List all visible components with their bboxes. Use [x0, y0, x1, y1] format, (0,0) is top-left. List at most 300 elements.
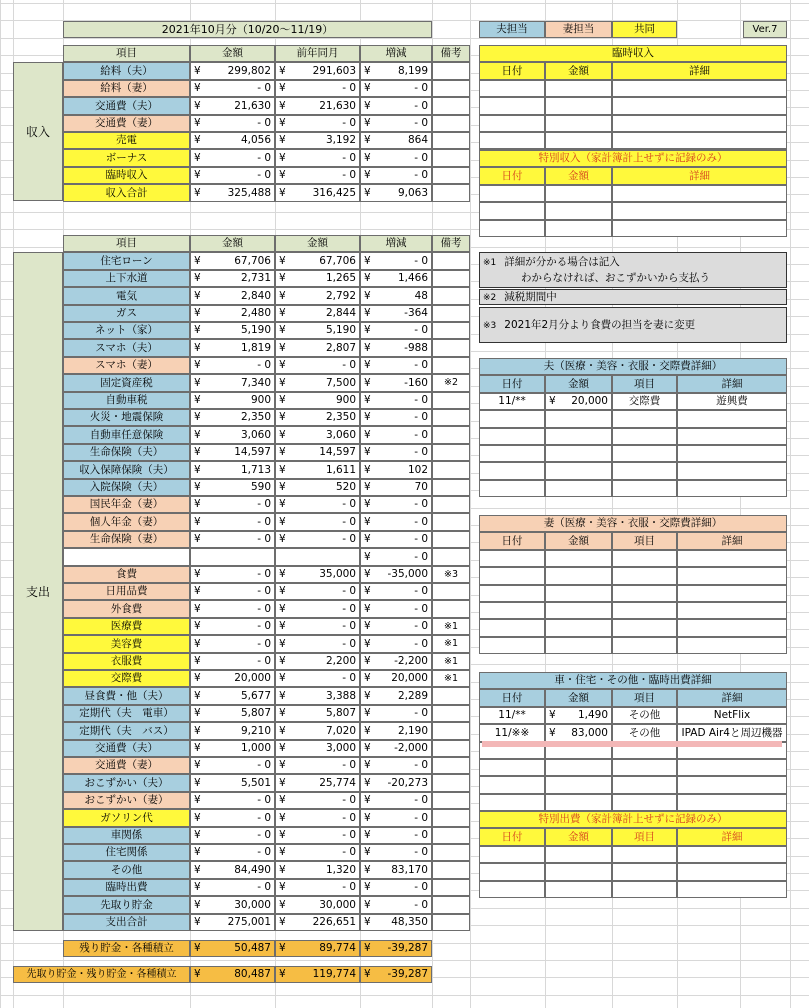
table-header[interactable]: 日付 [479, 375, 545, 392]
detail-cell[interactable] [612, 410, 677, 427]
expense-prev-year[interactable] [275, 461, 360, 478]
table-header[interactable]: 項目 [612, 828, 677, 845]
detail-cell[interactable] [612, 480, 677, 497]
table-header[interactable]: 日付 [479, 167, 545, 184]
expense-prev-year[interactable] [275, 740, 360, 757]
expense-note[interactable]: ※3 [432, 566, 470, 583]
expense-amount[interactable] [190, 896, 275, 913]
income-note[interactable] [432, 149, 470, 166]
sheet-title[interactable]: 2021年10月分（10/20〜11/19） [63, 21, 432, 38]
expense-prev-year[interactable] [275, 270, 360, 287]
expense-prev-year[interactable] [275, 861, 360, 878]
income-diff[interactable] [360, 97, 432, 114]
detail-cell[interactable] [612, 428, 677, 445]
expense-amount[interactable] [190, 653, 275, 670]
table-header[interactable]: 日付 [479, 689, 545, 706]
expense-note[interactable] [432, 339, 470, 356]
expense-amount[interactable] [190, 583, 275, 600]
income-prev-year[interactable] [275, 132, 360, 149]
detail-cell[interactable] [677, 863, 787, 880]
expense-amount[interactable] [190, 357, 275, 374]
table-header[interactable]: 詳細 [612, 62, 787, 79]
expense-prev-year[interactable] [275, 618, 360, 635]
detail-amount[interactable] [545, 393, 612, 410]
expense-diff[interactable] [360, 322, 432, 339]
detail-cell[interactable] [545, 80, 612, 97]
detail-cell[interactable] [612, 846, 677, 863]
expense-item[interactable]: ガス [63, 305, 190, 322]
expense-amount[interactable] [190, 618, 275, 635]
table-title[interactable]: 臨時収入 [479, 45, 787, 62]
table-header[interactable]: 詳細 [677, 828, 787, 845]
expense-prev-year[interactable] [275, 844, 360, 861]
expense-amount[interactable] [190, 479, 275, 496]
expense-prev-year[interactable] [275, 444, 360, 461]
table-header[interactable]: 金額 [545, 375, 612, 392]
detail-cell[interactable] [612, 202, 787, 219]
expense-note[interactable] [432, 914, 470, 931]
table-header[interactable]: 日付 [479, 532, 545, 549]
income-diff[interactable] [360, 80, 432, 97]
version-label[interactable]: Ver.7 [743, 21, 787, 38]
note-box[interactable] [479, 252, 787, 288]
detail-cell[interactable] [545, 619, 612, 636]
expense-note[interactable] [432, 827, 470, 844]
expense-prev-year[interactable] [275, 722, 360, 739]
column-header[interactable]: 金額 [190, 235, 275, 252]
expense-item[interactable]: ガソリン代 [63, 809, 190, 826]
detail-cell[interactable] [612, 550, 677, 567]
expense-prev-year[interactable] [275, 583, 360, 600]
expense-amount[interactable] [190, 879, 275, 896]
detail-cell[interactable] [479, 445, 545, 462]
table-title[interactable]: 妻（医療・美容・衣服・交際費詳細） [479, 515, 787, 532]
expense-note[interactable] [432, 496, 470, 513]
income-amount[interactable] [190, 62, 275, 79]
detail-cell[interactable] [612, 97, 787, 114]
table-header[interactable]: 詳細 [612, 167, 787, 184]
expense-note[interactable] [432, 392, 470, 409]
income-amount[interactable] [190, 167, 275, 184]
expense-prev-year[interactable] [275, 513, 360, 530]
expense-amount[interactable] [190, 687, 275, 704]
income-prev-year[interactable] [275, 62, 360, 79]
expense-note[interactable] [432, 705, 470, 722]
income-amount[interactable] [190, 97, 275, 114]
expense-amount[interactable] [190, 252, 275, 269]
expense-note[interactable] [432, 287, 470, 304]
detail-cell[interactable] [479, 846, 545, 863]
table-header[interactable]: 詳細 [677, 532, 787, 549]
detail-cell[interactable] [612, 794, 677, 811]
income-note[interactable] [432, 132, 470, 149]
expense-amount[interactable] [190, 374, 275, 391]
expense-diff[interactable] [360, 861, 432, 878]
detail-cell[interactable] [479, 794, 545, 811]
expense-diff[interactable] [360, 653, 432, 670]
income-amount[interactable] [190, 149, 275, 166]
expense-item[interactable]: 自動車税 [63, 392, 190, 409]
expense-note[interactable] [432, 861, 470, 878]
expense-amount[interactable] [190, 844, 275, 861]
table-header[interactable]: 項目 [612, 689, 677, 706]
legend-husband[interactable]: 夫担当 [479, 21, 545, 38]
expense-note[interactable] [432, 809, 470, 826]
expense-diff[interactable] [360, 914, 432, 931]
detail-cell[interactable] [612, 132, 787, 149]
income-note[interactable] [432, 167, 470, 184]
table-header[interactable]: 詳細 [677, 375, 787, 392]
detail-amount[interactable] [545, 724, 612, 741]
detail-cell[interactable]: 11/** [479, 707, 545, 724]
detail-cell[interactable] [612, 759, 677, 776]
income-item[interactable]: 給料（夫） [63, 62, 190, 79]
expense-diff[interactable] [360, 600, 432, 617]
expense-note[interactable] [432, 774, 470, 791]
income-item[interactable]: 交通費（妻） [63, 115, 190, 132]
detail-cell[interactable] [677, 637, 787, 654]
income-prev-year[interactable] [275, 184, 360, 201]
column-header[interactable]: 備考 [432, 45, 470, 62]
expense-amount[interactable] [190, 496, 275, 513]
income-note[interactable] [432, 184, 470, 201]
detail-cell[interactable]: 交際費 [612, 393, 677, 410]
expense-prev-year[interactable] [275, 374, 360, 391]
detail-cell[interactable]: 遊興費 [677, 393, 787, 410]
column-header[interactable]: 項目 [63, 235, 190, 252]
expense-amount[interactable] [190, 809, 275, 826]
detail-cell[interactable] [479, 220, 545, 237]
expense-diff[interactable] [360, 339, 432, 356]
legend-wife[interactable]: 妻担当 [545, 21, 612, 38]
expense-amount[interactable] [190, 705, 275, 722]
expense-prev-year[interactable] [275, 809, 360, 826]
expense-amount[interactable] [190, 426, 275, 443]
table-header[interactable]: 金額 [545, 689, 612, 706]
income-prev-year[interactable] [275, 149, 360, 166]
income-item[interactable]: 交通費（夫） [63, 97, 190, 114]
expense-amount[interactable] [190, 757, 275, 774]
expense-amount[interactable] [190, 722, 275, 739]
column-header[interactable]: 備考 [432, 235, 470, 252]
expense-item[interactable]: 火災・地震保険 [63, 409, 190, 426]
expense-note[interactable] [432, 757, 470, 774]
expense-item[interactable]: 生命保険（夫） [63, 444, 190, 461]
expense-note[interactable] [432, 479, 470, 496]
expense-amount[interactable] [190, 392, 275, 409]
detail-cell[interactable] [479, 480, 545, 497]
expense-item[interactable]: 住宅ローン [63, 252, 190, 269]
expense-item[interactable]: 美容費 [63, 635, 190, 652]
expense-prev-year[interactable] [275, 653, 360, 670]
expense-note[interactable] [432, 461, 470, 478]
expense-item[interactable]: 生命保険（妻） [63, 531, 190, 548]
expense-item[interactable]: 収入保障保険（夫） [63, 461, 190, 478]
expense-diff[interactable] [360, 705, 432, 722]
legend-joint[interactable]: 共同 [612, 21, 677, 38]
expense-item[interactable]: おこずかい（夫） [63, 774, 190, 791]
expense-item[interactable]: スマホ（夫） [63, 339, 190, 356]
table-title[interactable]: 車・住宅・その他・臨時出費詳細 [479, 672, 787, 689]
expense-item[interactable]: ネット（家） [63, 322, 190, 339]
expense-amount[interactable] [190, 409, 275, 426]
expense-diff[interactable] [360, 583, 432, 600]
expense-diff[interactable] [360, 531, 432, 548]
expense-diff[interactable] [360, 392, 432, 409]
expense-prev-year[interactable] [275, 357, 360, 374]
detail-cell[interactable] [479, 80, 545, 97]
detail-cell[interactable] [677, 480, 787, 497]
table-header[interactable]: 金額 [545, 167, 612, 184]
expense-item[interactable]: 固定資産税 [63, 374, 190, 391]
expense-diff[interactable] [360, 444, 432, 461]
detail-cell[interactable] [545, 132, 612, 149]
expense-amount[interactable] [190, 339, 275, 356]
expense-item[interactable]: 先取り貯金 [63, 896, 190, 913]
expense-prev-year[interactable] [275, 339, 360, 356]
detail-cell[interactable] [479, 185, 545, 202]
expense-item[interactable]: 医療費 [63, 618, 190, 635]
table-title[interactable]: 特別収入（家計簿計上せずに記録のみ） [479, 150, 787, 167]
detail-cell[interactable] [545, 202, 612, 219]
expense-amount[interactable] [190, 548, 275, 565]
detail-cell[interactable] [677, 794, 787, 811]
expense-amount[interactable] [190, 566, 275, 583]
expense-amount[interactable] [190, 322, 275, 339]
expense-item[interactable]: 交通費（妻） [63, 757, 190, 774]
total-savings-prev-year[interactable] [275, 966, 360, 983]
column-header[interactable]: 項目 [63, 45, 190, 62]
expense-amount[interactable] [190, 531, 275, 548]
expense-diff[interactable] [360, 252, 432, 269]
table-header[interactable]: 項目 [612, 375, 677, 392]
expense-item[interactable]: 外食費 [63, 600, 190, 617]
detail-cell[interactable]: IPAD Air4と周辺機器 [677, 724, 787, 741]
expense-note[interactable] [432, 322, 470, 339]
expense-item[interactable] [63, 548, 190, 565]
expense-note[interactable]: ※1 [432, 618, 470, 635]
expense-diff[interactable] [360, 287, 432, 304]
expense-note[interactable] [432, 687, 470, 704]
expense-prev-year[interactable] [275, 635, 360, 652]
expense-prev-year[interactable] [275, 548, 360, 565]
expense-amount[interactable] [190, 444, 275, 461]
expense-note[interactable] [432, 600, 470, 617]
expense-note[interactable] [432, 740, 470, 757]
detail-cell[interactable]: NetFlix [677, 707, 787, 724]
income-note[interactable] [432, 115, 470, 132]
expense-prev-year[interactable] [275, 670, 360, 687]
note-box[interactable] [479, 289, 787, 305]
expense-prev-year[interactable] [275, 914, 360, 931]
expense-note[interactable] [432, 426, 470, 443]
income-diff[interactable] [360, 167, 432, 184]
detail-cell[interactable] [479, 202, 545, 219]
expense-prev-year[interactable] [275, 774, 360, 791]
expense-section-label[interactable]: 支出 [13, 252, 63, 931]
detail-cell[interactable] [479, 619, 545, 636]
total-savings-diff[interactable] [360, 966, 432, 983]
detail-cell[interactable] [545, 115, 612, 132]
detail-cell[interactable] [677, 881, 787, 898]
expense-prev-year[interactable] [275, 392, 360, 409]
income-note[interactable] [432, 80, 470, 97]
expense-diff[interactable] [360, 513, 432, 530]
detail-cell[interactable]: 11/** [479, 393, 545, 410]
income-amount[interactable] [190, 115, 275, 132]
expense-item[interactable]: 昼食費・他（夫） [63, 687, 190, 704]
detail-cell[interactable] [545, 637, 612, 654]
expense-diff[interactable] [360, 357, 432, 374]
expense-note[interactable] [432, 722, 470, 739]
expense-note[interactable] [432, 583, 470, 600]
expense-prev-year[interactable] [275, 705, 360, 722]
detail-cell[interactable] [612, 567, 677, 584]
expense-diff[interactable] [360, 305, 432, 322]
income-amount[interactable] [190, 80, 275, 97]
detail-cell[interactable] [545, 794, 612, 811]
detail-cell[interactable] [677, 567, 787, 584]
detail-cell[interactable] [545, 462, 612, 479]
expense-note[interactable] [432, 513, 470, 530]
detail-cell[interactable] [677, 759, 787, 776]
expense-amount[interactable] [190, 270, 275, 287]
detail-cell[interactable] [479, 776, 545, 793]
expense-item[interactable]: 個人年金（妻） [63, 513, 190, 530]
expense-diff[interactable] [360, 879, 432, 896]
expense-amount[interactable] [190, 774, 275, 791]
expense-amount[interactable] [190, 861, 275, 878]
expense-diff[interactable] [360, 809, 432, 826]
table-header[interactable]: 日付 [479, 62, 545, 79]
detail-cell[interactable] [677, 846, 787, 863]
expense-item[interactable]: 日用品費 [63, 583, 190, 600]
expense-diff[interactable] [360, 548, 432, 565]
note-box[interactable] [479, 307, 787, 343]
table-header[interactable]: 金額 [545, 532, 612, 549]
detail-cell[interactable] [677, 602, 787, 619]
expense-amount[interactable] [190, 827, 275, 844]
expense-prev-year[interactable] [275, 566, 360, 583]
income-diff[interactable] [360, 149, 432, 166]
expense-item[interactable]: 入院保険（夫） [63, 479, 190, 496]
expense-note[interactable] [432, 879, 470, 896]
income-diff[interactable] [360, 62, 432, 79]
expense-diff[interactable] [360, 844, 432, 861]
income-prev-year[interactable] [275, 115, 360, 132]
income-amount[interactable] [190, 132, 275, 149]
expense-item[interactable]: 交通費（夫） [63, 740, 190, 757]
expense-prev-year[interactable] [275, 305, 360, 322]
expense-prev-year[interactable] [275, 496, 360, 513]
expense-prev-year[interactable] [275, 896, 360, 913]
detail-cell[interactable] [677, 410, 787, 427]
expense-diff[interactable] [360, 792, 432, 809]
detail-cell[interactable] [479, 637, 545, 654]
expense-note[interactable] [432, 270, 470, 287]
expense-diff[interactable] [360, 740, 432, 757]
expense-prev-year[interactable] [275, 252, 360, 269]
expense-prev-year[interactable] [275, 426, 360, 443]
expense-diff[interactable] [360, 774, 432, 791]
detail-cell[interactable] [479, 759, 545, 776]
detail-cell[interactable] [479, 115, 545, 132]
detail-cell[interactable] [479, 132, 545, 149]
table-header[interactable]: 金額 [545, 828, 612, 845]
expense-item[interactable]: 支出合計 [63, 914, 190, 931]
expense-prev-year[interactable] [275, 757, 360, 774]
table-title[interactable]: 特別出費（家計簿計上せずに記録のみ） [479, 811, 787, 828]
detail-cell[interactable] [479, 602, 545, 619]
income-item[interactable]: ボーナス [63, 149, 190, 166]
expense-diff[interactable] [360, 757, 432, 774]
expense-prev-year[interactable] [275, 479, 360, 496]
expense-amount[interactable] [190, 287, 275, 304]
income-section-label[interactable]: 収入 [13, 62, 63, 201]
expense-amount[interactable] [190, 305, 275, 322]
expense-note[interactable] [432, 252, 470, 269]
column-header[interactable]: 金額 [190, 45, 275, 62]
income-item[interactable]: 給料（妻） [63, 80, 190, 97]
expense-item[interactable]: 臨時出費 [63, 879, 190, 896]
expense-diff[interactable] [360, 426, 432, 443]
detail-cell[interactable] [545, 428, 612, 445]
total-savings-amount[interactable] [190, 966, 275, 983]
detail-cell[interactable] [479, 410, 545, 427]
table-title[interactable]: 夫（医療・美容・衣服・交際費詳細） [479, 358, 787, 375]
detail-cell[interactable] [677, 445, 787, 462]
income-item[interactable]: 収入合計 [63, 184, 190, 201]
detail-cell[interactable] [545, 185, 612, 202]
expense-note[interactable] [432, 305, 470, 322]
income-note[interactable] [432, 97, 470, 114]
income-item[interactable]: 臨時収入 [63, 167, 190, 184]
savings-amount[interactable] [190, 940, 275, 957]
detail-cell[interactable] [612, 776, 677, 793]
detail-cell[interactable] [612, 462, 677, 479]
income-diff[interactable] [360, 115, 432, 132]
expense-diff[interactable] [360, 687, 432, 704]
detail-cell[interactable] [677, 776, 787, 793]
expense-prev-year[interactable] [275, 792, 360, 809]
column-header[interactable]: 前年同月 [275, 45, 360, 62]
savings-prev-year[interactable] [275, 940, 360, 957]
expense-prev-year[interactable] [275, 322, 360, 339]
detail-cell[interactable] [545, 585, 612, 602]
expense-diff[interactable] [360, 496, 432, 513]
detail-cell[interactable] [545, 759, 612, 776]
detail-cell[interactable] [545, 602, 612, 619]
income-note[interactable] [432, 62, 470, 79]
expense-note[interactable] [432, 844, 470, 861]
detail-cell[interactable] [677, 428, 787, 445]
detail-cell[interactable] [479, 567, 545, 584]
expense-prev-year[interactable] [275, 531, 360, 548]
detail-cell[interactable] [677, 550, 787, 567]
expense-item[interactable]: 住宅関係 [63, 844, 190, 861]
detail-cell[interactable] [479, 881, 545, 898]
detail-cell[interactable] [479, 428, 545, 445]
expense-item[interactable]: スマホ（妻） [63, 357, 190, 374]
detail-cell[interactable] [677, 462, 787, 479]
detail-cell[interactable] [545, 410, 612, 427]
expense-amount[interactable] [190, 670, 275, 687]
expense-note[interactable]: ※1 [432, 653, 470, 670]
detail-cell[interactable] [545, 776, 612, 793]
expense-item[interactable]: おこずかい（妻） [63, 792, 190, 809]
table-header[interactable]: 項目 [612, 532, 677, 549]
expense-diff[interactable] [360, 566, 432, 583]
